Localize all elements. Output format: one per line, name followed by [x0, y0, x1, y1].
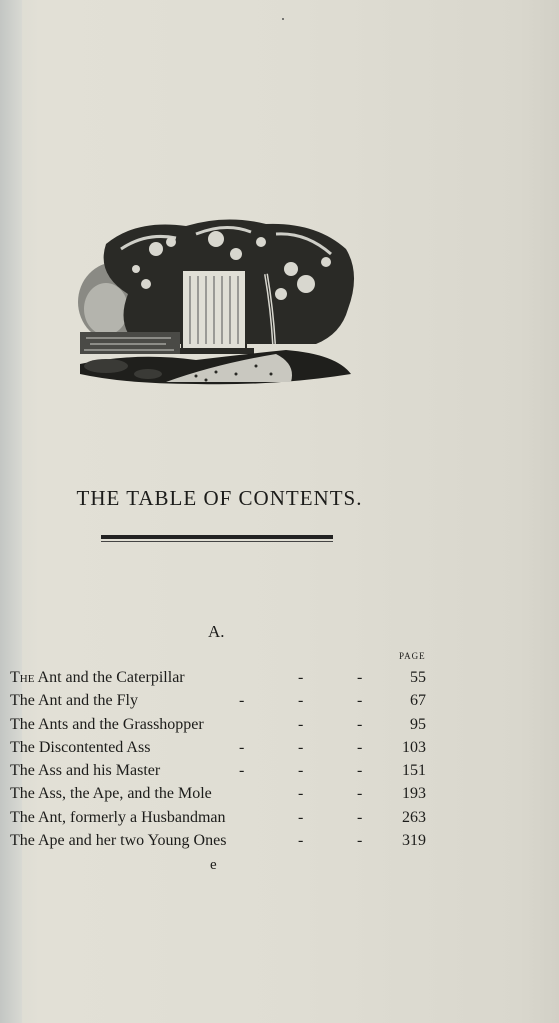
contents-entry: [10, 806, 430, 829]
contents-list: [10, 666, 430, 852]
leader-dash: -: [357, 669, 363, 686]
leader-dash: -: [298, 669, 304, 686]
leader-dash: -: [298, 762, 304, 780]
leader-dash: -: [298, 692, 304, 710]
leader-dash: -: [357, 692, 363, 710]
entry-title: The Ass, the Ape, and the Mole: [10, 785, 212, 803]
leader-dash: -: [357, 762, 363, 780]
contents-entry: [10, 666, 430, 689]
entry-title: The Ant and the Caterpillar: [10, 669, 185, 686]
book-spine-edge: [0, 0, 22, 1023]
page-column-header: PAGE: [399, 651, 426, 661]
entry-title: The Discontented Ass: [10, 738, 151, 756]
leader-dash: -: [357, 715, 363, 733]
leader-dash: -: [357, 832, 363, 850]
contents-entry: [10, 713, 430, 736]
entry-title: The Ant, formerly a Husbandman: [10, 808, 226, 826]
ink-speck: [282, 18, 284, 20]
title-rule-thick: [101, 535, 333, 539]
entry-title: The Ant and the Fly: [10, 692, 138, 710]
leader-dash: -: [239, 762, 245, 780]
contents-entry: [10, 759, 430, 782]
entry-page-number: 103: [402, 738, 426, 756]
section-letter: A.: [208, 622, 225, 641]
page-title: THE TABLE OF CONTENTS.: [76, 486, 363, 510]
title-rule-thin: [101, 541, 333, 542]
engraved-garden-pedestal-vignette-icon: [76, 214, 360, 390]
entry-page-number: 263: [402, 808, 426, 826]
entry-title: The Ape and her two Young Ones: [10, 832, 227, 850]
contents-entry: [10, 782, 430, 805]
contents-entry: [10, 736, 430, 759]
leader-dash: -: [357, 785, 363, 803]
entry-page-number: 193: [402, 785, 426, 803]
leader-dash: -: [298, 808, 304, 826]
contents-entry: [10, 829, 430, 852]
contents-entry: [10, 689, 430, 712]
entry-title: The Ass and his Master: [10, 762, 161, 780]
signature-mark: e: [210, 857, 217, 873]
leader-dash: -: [239, 738, 245, 756]
leader-dash: -: [298, 738, 304, 756]
leader-dash: -: [239, 692, 245, 710]
leader-dash: -: [357, 808, 363, 826]
entry-page-number: 319: [402, 832, 426, 850]
entry-page-number: 67: [410, 692, 426, 710]
leader-dash: -: [298, 785, 304, 803]
entry-page-number: 95: [410, 715, 426, 733]
leader-dash: -: [298, 715, 304, 733]
entry-title: The Ants and the Grasshopper: [10, 715, 204, 733]
entry-page-number: 151: [402, 762, 426, 780]
entry-page-number: 55: [410, 669, 426, 686]
leader-dash: -: [298, 832, 304, 850]
entry-title-lead: The: [10, 669, 35, 686]
leader-dash: -: [357, 738, 363, 756]
